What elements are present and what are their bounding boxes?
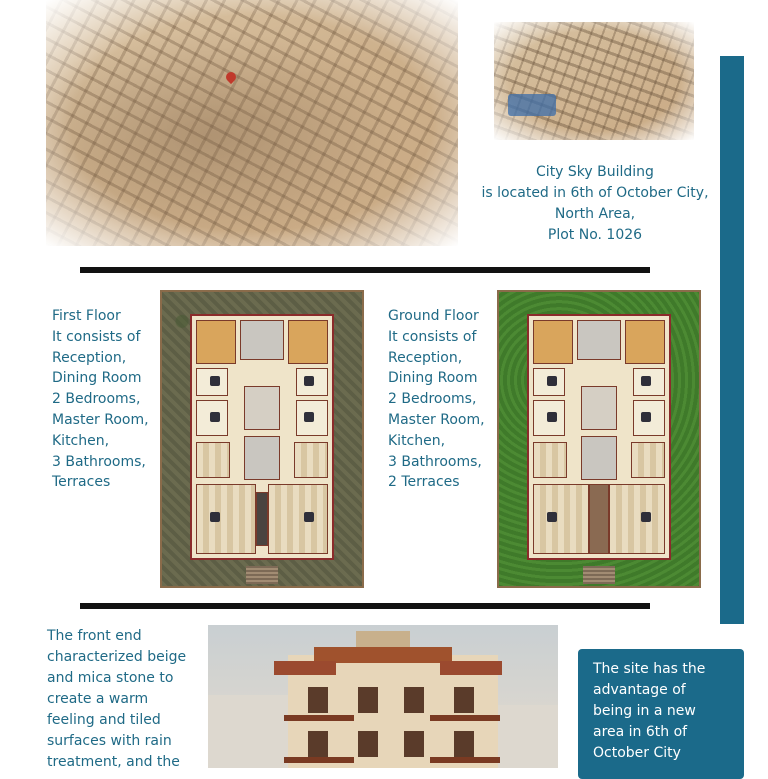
window: [358, 687, 378, 713]
neighbor-building: [208, 695, 288, 768]
window: [308, 731, 328, 757]
ground-floor-line: It consists of: [388, 328, 477, 345]
furniture: [210, 512, 220, 522]
roof-tiles: [440, 661, 502, 675]
front-end-line: The front end: [47, 628, 142, 644]
neighbor-building: [498, 705, 558, 768]
reception: [196, 484, 256, 554]
ground-floor-line: 2 Bedrooms,: [388, 391, 477, 408]
advantage-text: [593, 659, 705, 764]
first-floor-line: 3 Bathrooms,: [52, 453, 146, 470]
window: [308, 687, 328, 713]
ground-floor-plan-image: [497, 290, 701, 588]
location-line: is located in 6th of October City,: [481, 185, 709, 201]
building-facade-image: [208, 625, 558, 768]
furniture: [641, 412, 651, 422]
furniture: [547, 512, 557, 522]
reception: [609, 484, 665, 554]
window: [358, 731, 378, 757]
stairs: [581, 436, 617, 480]
ground-floor-line: 3 Bathrooms,: [388, 453, 482, 470]
window: [404, 687, 424, 713]
bedroom: [533, 320, 573, 364]
window: [454, 731, 474, 757]
balcony: [430, 757, 500, 763]
first-floor-title: First Floor: [52, 308, 121, 324]
front-end-line: treatment, and the: [47, 754, 180, 770]
location-line: North Area,: [554, 206, 636, 222]
first-floor-description: [52, 306, 149, 493]
ground-floor-line: Reception,: [388, 349, 463, 366]
window: [404, 731, 424, 757]
front-end-line: characterized beige: [47, 649, 187, 665]
advantage-line: The site has the: [593, 661, 706, 677]
front-end-line: and mica stone to: [47, 670, 174, 686]
advantage-line: advantage of: [593, 682, 686, 698]
map-label-marker: [508, 94, 556, 116]
roof-tiles: [274, 661, 336, 675]
furniture: [547, 412, 557, 422]
location-line: City Sky Building: [536, 164, 654, 180]
furniture: [641, 376, 651, 386]
balcony: [430, 715, 500, 721]
first-floor-line: It consists of: [52, 328, 141, 345]
first-floor-plan-image: [160, 290, 364, 588]
section-divider: [80, 603, 650, 609]
bedroom: [625, 320, 665, 364]
furniture: [304, 376, 314, 386]
bathroom: [240, 320, 284, 360]
ground-floor-line: Dining Room: [388, 370, 478, 387]
entrance-gate: [246, 566, 278, 584]
kitchen: [533, 442, 567, 478]
first-floor-line: Dining Room: [52, 370, 142, 387]
front-end-line: create a warm: [47, 691, 149, 707]
stair-core: [244, 386, 280, 430]
front-end-line: feeling and tiled: [47, 712, 161, 728]
bedroom: [288, 320, 328, 364]
entrance: [256, 492, 268, 546]
window: [454, 687, 474, 713]
furniture: [210, 376, 220, 386]
kitchen: [294, 442, 328, 478]
section-divider: [80, 267, 650, 273]
first-floor-line: Reception,: [52, 349, 127, 366]
aerial-map-closeup-image: [494, 22, 694, 140]
ground-floor-description: [388, 306, 485, 493]
balcony: [284, 757, 354, 763]
front-end-line: surfaces with rain: [47, 733, 172, 749]
furniture: [547, 376, 557, 386]
location-description: [470, 162, 720, 246]
ground-floor-line: Kitchen,: [388, 432, 446, 449]
furniture: [641, 512, 651, 522]
ground-floor-line: Master Room,: [388, 411, 485, 428]
aerial-map-image: [46, 0, 458, 246]
kitchen: [631, 442, 665, 478]
ground-floor-line: 2 Terraces: [388, 474, 460, 491]
floor-plan-layout: [190, 314, 334, 560]
bedroom: [196, 320, 236, 364]
reception: [533, 484, 589, 554]
first-floor-line: Master Room,: [52, 411, 149, 428]
first-floor-line: Terraces: [52, 474, 111, 491]
advantage-line: being in a new: [593, 703, 696, 719]
first-floor-line: 2 Bedrooms,: [52, 391, 141, 408]
advantage-callout: [578, 649, 744, 779]
furniture: [210, 412, 220, 422]
advantage-line: October City: [593, 745, 681, 761]
bathroom: [577, 320, 621, 360]
front-end-description: [47, 626, 186, 773]
entrance-walkway: [589, 484, 609, 554]
kitchen: [196, 442, 230, 478]
furniture: [304, 412, 314, 422]
location-line: Plot No. 1026: [547, 227, 643, 243]
ground-floor-title: Ground Floor: [388, 308, 479, 324]
entrance-gate: [583, 566, 615, 584]
side-accent-bar: [720, 56, 744, 624]
floor-plan-layout: [527, 314, 671, 560]
stair-core: [581, 386, 617, 430]
advantage-line: area in 6th of: [593, 724, 688, 740]
furniture: [304, 512, 314, 522]
stairs: [244, 436, 280, 480]
balcony: [284, 715, 354, 721]
reception: [268, 484, 328, 554]
first-floor-line: Kitchen,: [52, 432, 110, 449]
